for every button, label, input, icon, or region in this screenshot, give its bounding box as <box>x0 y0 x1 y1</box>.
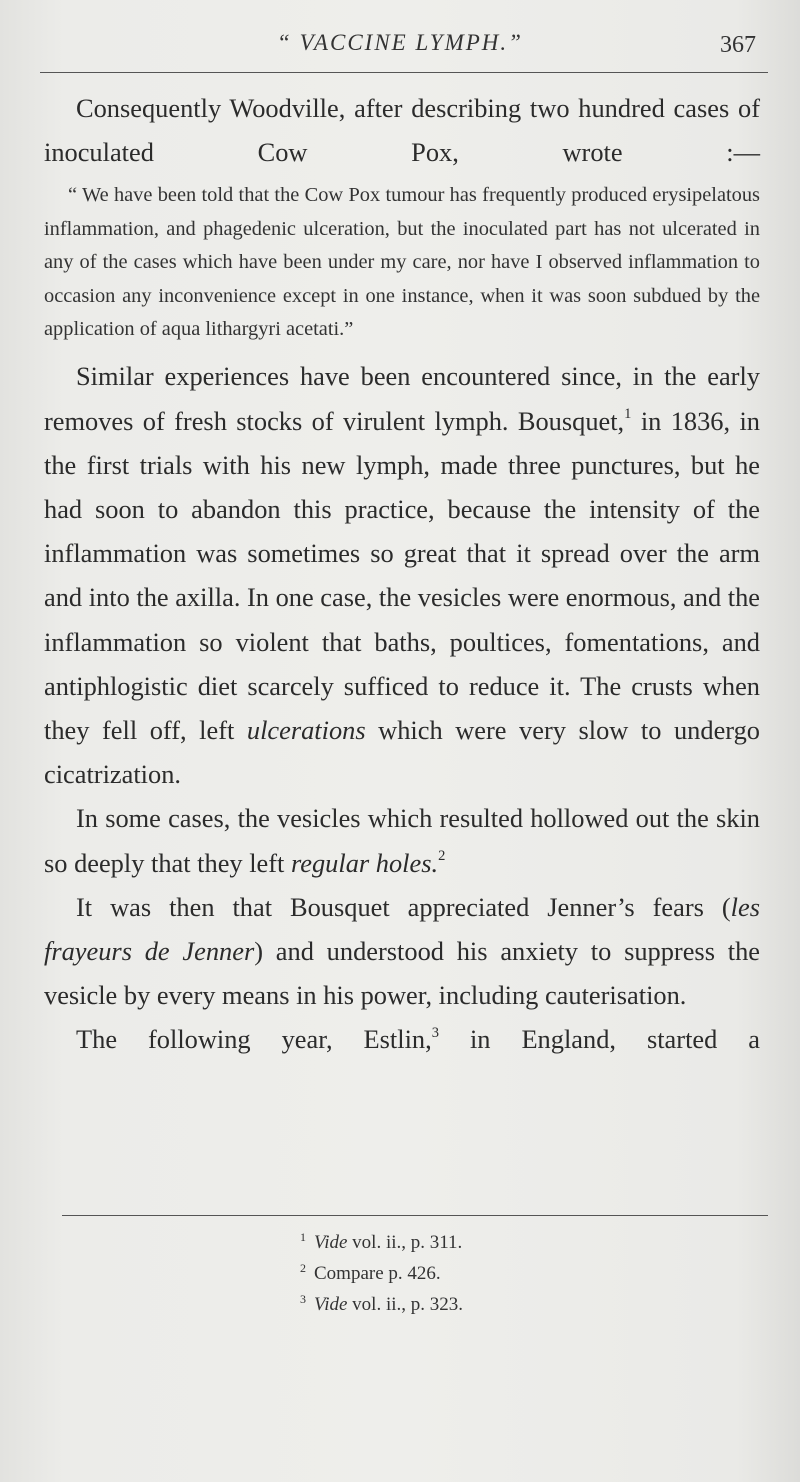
running-title: “ VACCINE LYMPH.” <box>277 30 523 55</box>
footnote-mark: 2 <box>300 1261 306 1275</box>
paragraph-text: in 1836, in the first trials with his new lymph, made three punctures, but he had soon to abandon this practice, because the intensity of the inflammation was sometimes so great that it spread over the arm and into the axilla. In one case, the vesicles were enormous, and the inflammation so violent that baths, poultices, fomentations, and antiphlogistic diet scarcely sufficed to reduce it. The crusts when they fell off, left <box>44 405 760 746</box>
paragraph-jenner <box>44 885 760 1018</box>
paragraph-text: which were very slow to undergo cicatrization. <box>44 715 760 790</box>
italic-term: regular holes. <box>290 847 439 878</box>
footnote-3 <box>300 1290 700 1321</box>
footnote-text: vol. ii., p. 311. <box>347 1232 463 1253</box>
paragraph-text: Similar experiences have been encountered since, in the early removes of fresh stocks of virulent lymph. Bousquet, <box>44 361 760 436</box>
paragraph-text: Consequently Woodville, after describing two hundred cases of inoculated Cow Pox, wrote :— <box>44 93 760 168</box>
footnote-ref-3: 3 <box>431 1024 439 1041</box>
footnote-italic: Vide <box>314 1294 348 1315</box>
paragraph-estlin <box>44 1017 760 1061</box>
footnote-mark: 1 <box>300 1230 306 1244</box>
italic-term: les frayeurs de Jenner <box>44 891 760 967</box>
running-head <box>40 30 760 62</box>
footnote-rule <box>62 1215 768 1216</box>
paragraph-woodville <box>44 86 760 174</box>
quote-text: “ We have been told that the Cow Pox tumour has frequently produced erysipelatous inflammation, and phagedenic ulceration, but the inoculated part has not ulcerated in any of the cases which have been under my care, nor have I observed inflammation to occasion any inconvenience except in one instance, when it was soon subdued by the application of aqua lithargyri acetati.” <box>44 184 760 341</box>
paragraph-text: In some cases, the vesicles which resulted hollowed out the skin so deeply that they left <box>44 803 760 878</box>
paragraph-text: It was then that Bousquet appreciated Jenner’s fears ( <box>76 891 731 922</box>
block-quote <box>44 179 760 346</box>
footnote-text: vol. ii., p. 323. <box>347 1294 464 1315</box>
footnote-mark: 3 <box>300 1292 306 1306</box>
header-rule <box>40 72 768 73</box>
page-number: 367 <box>720 32 756 58</box>
footnote-2 <box>300 1259 700 1290</box>
paragraph-text: The following year, Estlin, <box>76 1024 432 1055</box>
paragraph-text: in England, started a <box>438 1024 760 1055</box>
footnotes <box>300 1228 700 1321</box>
footnote-ref-2: 2 <box>438 847 446 864</box>
paragraph-text: ) and understood his anxiety to suppress the vesicle by every means in his power, including cauterisation. <box>44 936 760 1011</box>
body-text <box>44 86 760 1062</box>
footnote-italic: Vide <box>314 1232 348 1253</box>
footnote-text: Compare p. 426. <box>314 1263 441 1284</box>
footnote-ref-1: 1 <box>624 405 632 422</box>
paragraph-holes <box>44 796 760 884</box>
italic-term: ulcerations <box>246 715 366 746</box>
footnote-1 <box>300 1228 700 1259</box>
paragraph-bousquet <box>44 354 760 796</box>
